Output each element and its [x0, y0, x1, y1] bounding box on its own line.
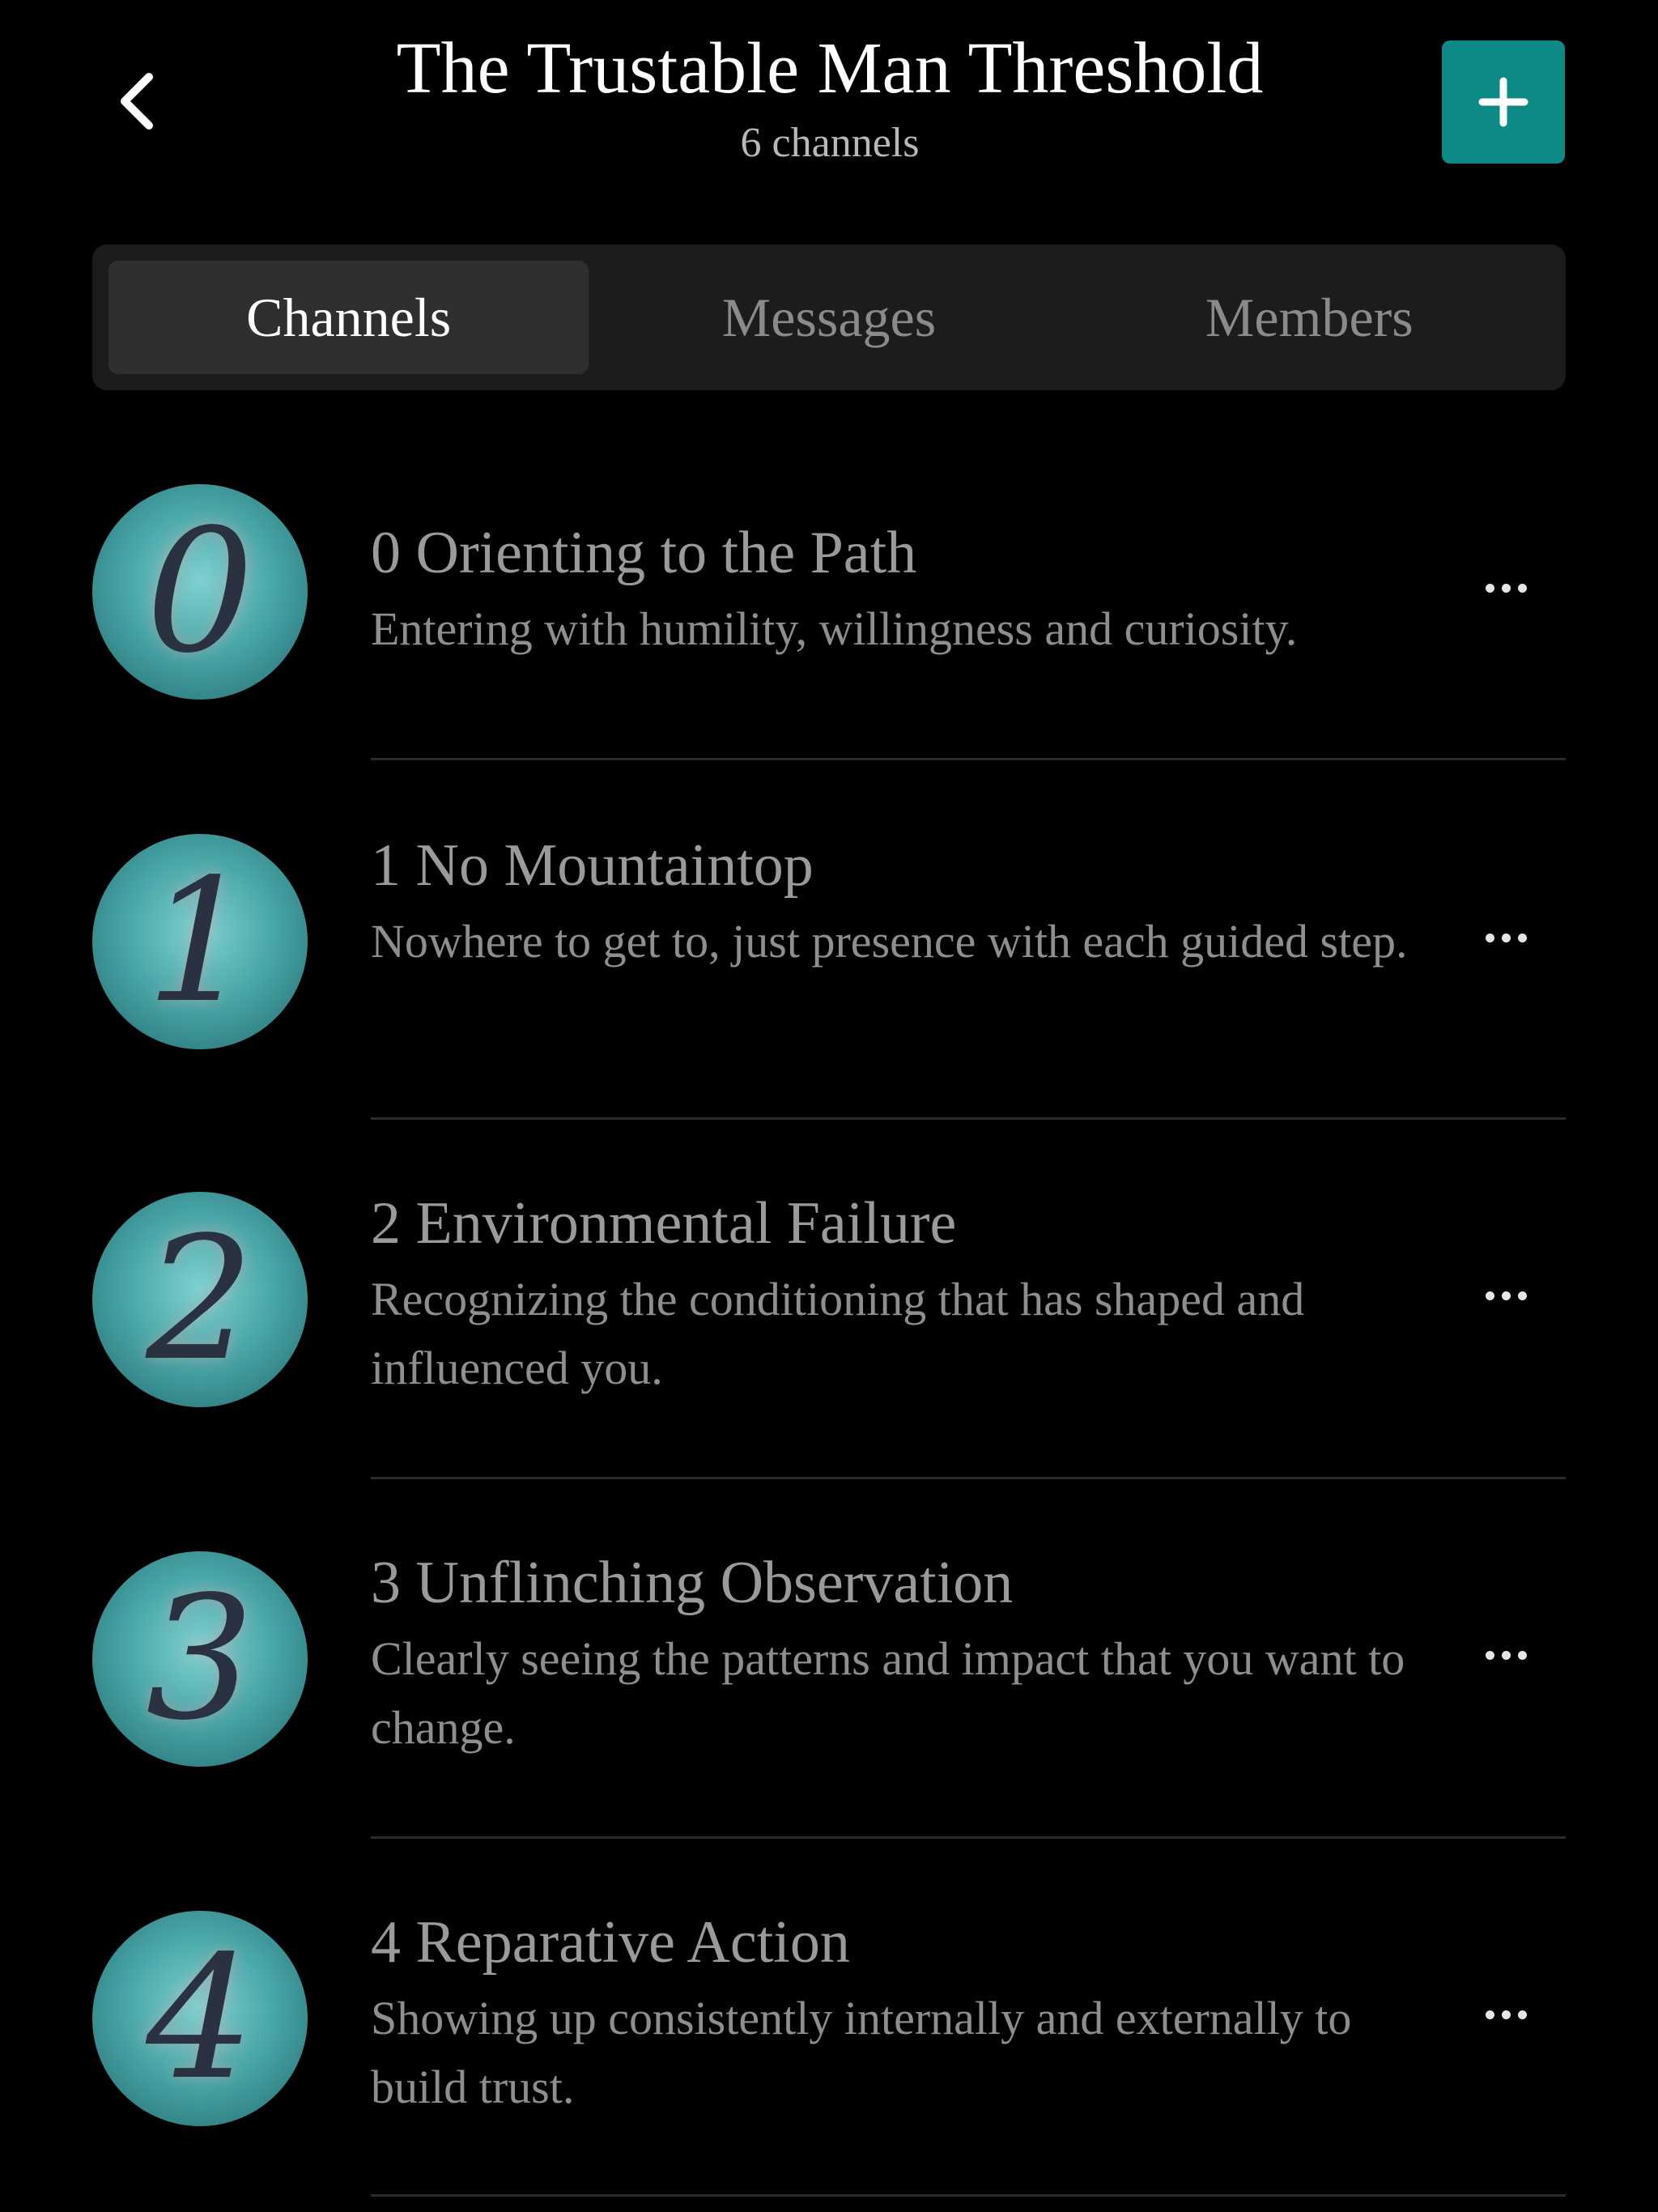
back-button[interactable]: [105, 61, 170, 142]
channel-name: 4 Reparative Action: [371, 1909, 850, 1976]
plus-icon: [1477, 76, 1529, 128]
channel-avatar: [92, 1192, 308, 1407]
channel-number: 3: [146, 1559, 254, 1758]
more-dots-icon: [1486, 1651, 1494, 1660]
tab-messages[interactable]: Messages: [721, 286, 937, 348]
more-dots-icon: [1486, 934, 1494, 942]
tab-channels[interactable]: Channels: [108, 261, 589, 374]
channel-number: 2: [146, 1200, 254, 1398]
segmented-tabs: [92, 245, 1566, 390]
more-options-button[interactable]: [1473, 1631, 1538, 1679]
channel-description: Recognizing the conditioning that has shaped and influenced you.: [371, 1273, 1305, 1394]
more-dots-icon: [1486, 584, 1494, 593]
channel-count: 6 channels: [740, 120, 920, 166]
channel-avatar: [92, 834, 308, 1049]
divider: [371, 758, 1566, 760]
page-title: The Trustable Man Threshold: [396, 28, 1264, 108]
add-channel-button[interactable]: [1442, 40, 1565, 164]
channel-description: Clearly seeing the patterns and impact that you want to change.: [371, 1632, 1405, 1754]
chevron-left-icon: [113, 69, 162, 134]
channel-avatar: [92, 1911, 308, 2126]
channel-name: 2 Environmental Failure: [371, 1190, 957, 1257]
channel-item[interactable]: [0, 437, 1658, 761]
channel-item[interactable]: [0, 1838, 1658, 2194]
channel-number: 1: [146, 842, 254, 1040]
more-dots-icon: [1486, 2010, 1494, 2019]
channel-avatar: [92, 1551, 308, 1767]
more-dots-icon: [1486, 1291, 1494, 1300]
channel-number: 4: [146, 1919, 254, 2117]
tab-members[interactable]: Members: [1205, 286, 1414, 348]
channel-number: 0: [146, 492, 254, 691]
more-options-button[interactable]: [1473, 564, 1538, 612]
channel-item[interactable]: [0, 1478, 1658, 1836]
channel-avatar: [92, 484, 308, 700]
more-options-button[interactable]: [1473, 913, 1538, 962]
header: [291, 24, 1368, 172]
channel-name: 3 Unflinching Observation: [371, 1550, 1014, 1616]
more-options-button[interactable]: [1473, 1990, 1538, 2039]
channel-item[interactable]: [0, 761, 1658, 1117]
channel-description: Showing up consistently internally and externally to build trust.: [371, 1992, 1352, 2113]
channel-description: Nowhere to get to, just presence with each guided step.: [371, 915, 1408, 968]
divider: [371, 2194, 1566, 2197]
channel-description: Entering with humility, willingness and curiosity.: [371, 602, 1298, 655]
channel-name: 0 Orienting to the Path: [371, 520, 917, 586]
channel-name: 1 No Mountaintop: [371, 832, 814, 899]
more-options-button[interactable]: [1473, 1271, 1538, 1320]
channel-item[interactable]: [0, 1119, 1658, 1477]
